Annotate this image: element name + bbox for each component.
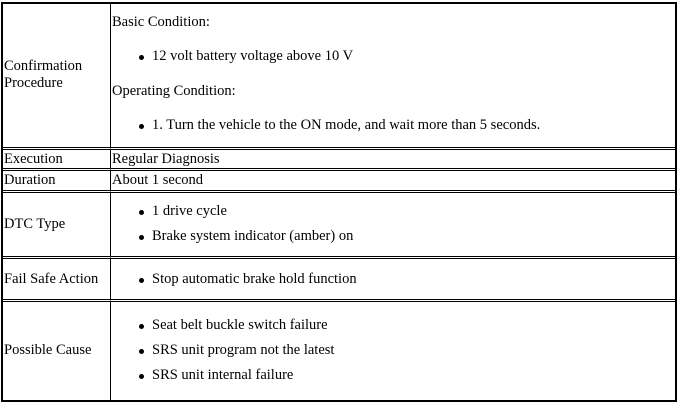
possible-cause-item: SRS unit program not the latest xyxy=(152,342,335,359)
bullet-icon xyxy=(139,55,144,60)
list-item xyxy=(112,117,675,134)
label-possible-cause: Possible Cause xyxy=(3,302,111,400)
row-duration xyxy=(3,171,675,192)
list-item xyxy=(112,367,675,384)
operating-condition-list xyxy=(112,117,675,134)
list-item xyxy=(112,271,675,288)
list-item xyxy=(112,48,675,65)
basic-condition-list xyxy=(112,48,675,65)
diagnostic-info-table xyxy=(1,2,677,402)
value-dtc-type xyxy=(111,193,675,259)
value-confirmation-procedure xyxy=(111,4,675,150)
bullet-icon xyxy=(139,210,144,215)
label-dtc-type: DTC Type xyxy=(3,193,111,259)
dtc-type-list xyxy=(112,203,675,245)
row-fail-safe-action xyxy=(3,259,675,302)
bullet-icon xyxy=(139,235,144,240)
operating-condition-heading: Operating Condition: xyxy=(112,82,236,99)
possible-cause-item: SRS unit internal failure xyxy=(152,367,294,384)
value-duration: About 1 second xyxy=(111,171,675,192)
list-item xyxy=(112,317,675,334)
confirmation-content xyxy=(112,14,675,134)
possible-cause-item: Seat belt buckle switch failure xyxy=(152,317,328,334)
row-dtc-type xyxy=(3,193,675,259)
basic-condition-item: 12 volt battery voltage above 10 V xyxy=(152,47,354,64)
label-execution: Execution xyxy=(3,150,111,171)
fail-safe-item: Stop automatic brake hold function xyxy=(152,270,357,287)
possible-cause-list xyxy=(112,317,675,384)
operating-condition-item: 1. Turn the vehicle to the ON mode, and wait more than 5 seconds. xyxy=(152,116,541,133)
dtc-type-item: Brake system indicator (amber) on xyxy=(152,228,354,245)
bullet-icon xyxy=(139,374,144,379)
bullet-icon xyxy=(139,278,144,283)
bullet-icon xyxy=(139,349,144,354)
value-possible-cause xyxy=(111,302,675,400)
value-execution: Regular Diagnosis xyxy=(111,150,675,171)
value-fail-safe-action xyxy=(111,259,675,302)
row-possible-cause xyxy=(3,302,675,400)
label-duration: Duration xyxy=(3,171,111,192)
label-fail-safe-action: Fail Safe Action xyxy=(3,259,111,302)
bullet-icon xyxy=(139,324,144,329)
basic-condition-heading: Basic Condition: xyxy=(112,13,210,30)
row-execution xyxy=(3,150,675,171)
list-item xyxy=(112,342,675,359)
list-item xyxy=(112,203,675,220)
bullet-icon xyxy=(139,124,144,129)
dtc-type-item: 1 drive cycle xyxy=(152,203,227,220)
label-confirmation-procedure: Confirmation Procedure xyxy=(3,4,111,150)
fail-safe-list xyxy=(112,271,675,288)
list-item xyxy=(112,228,675,245)
row-confirmation-procedure xyxy=(3,4,675,150)
